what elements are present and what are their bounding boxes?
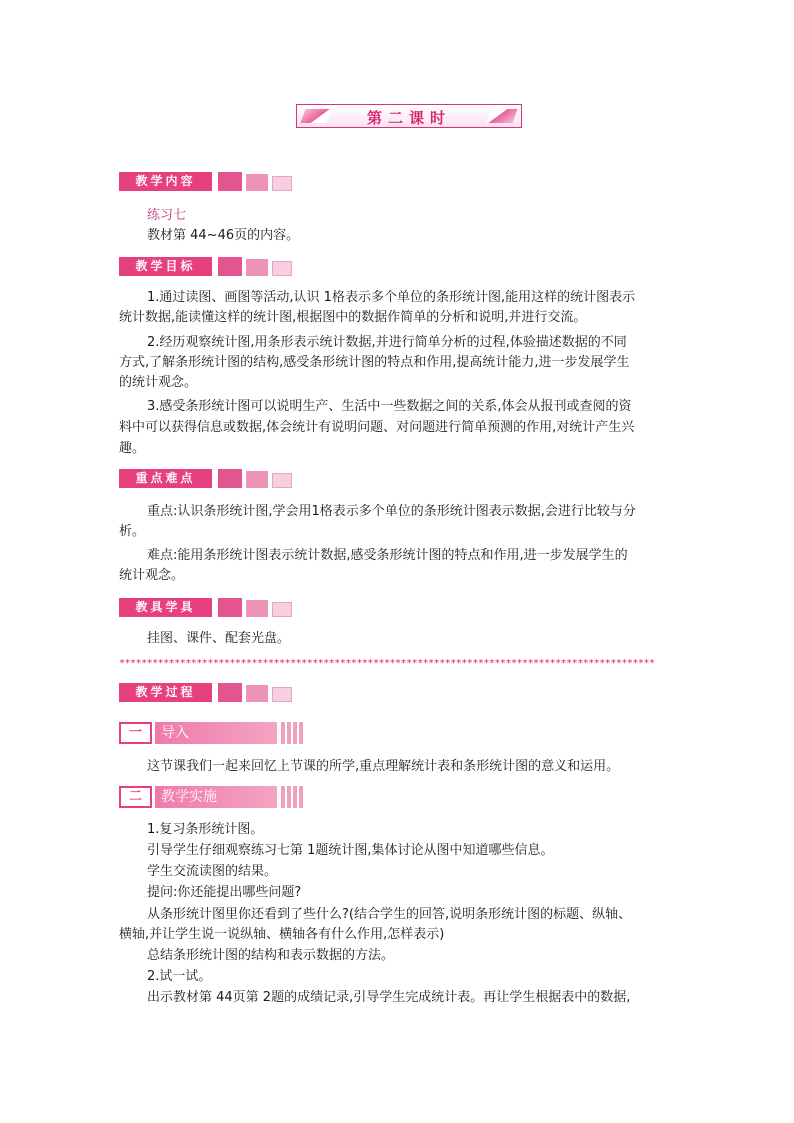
header-block-3 [272, 473, 292, 488]
header-block-3 [272, 261, 292, 276]
header-block-2 [246, 685, 268, 702]
header-block-2 [246, 174, 268, 191]
textbook-pages: 教材第 44~46页的内容。 [147, 228, 300, 243]
header-block-2 [246, 471, 268, 488]
header-block-1 [218, 172, 242, 191]
stripe [281, 722, 285, 744]
impl-line-5: 从条形统计图里你还看到了些什么?(结合学生的回答,说明条形统计图的标题、纵轴、 [147, 907, 632, 922]
header-block-2 [246, 259, 268, 276]
impl-line-7: 总结条形统计图的结构和表示数据的方法。 [147, 948, 395, 963]
stripe [287, 722, 291, 744]
section-label: 教学目标 [119, 257, 212, 276]
exercise-name: 练习七 [147, 208, 187, 223]
header-block-3 [272, 687, 292, 702]
step-label: 导入 [155, 722, 277, 744]
section-label: 教学内容 [119, 172, 212, 191]
stripe [293, 722, 297, 744]
key-point-line-2: 析。 [119, 524, 146, 539]
section-label: 教具学具 [119, 598, 212, 617]
goal-2-line-2: 方式,了解条形统计图的结构,感受条形统计图的特点和作用,提高统计能力,进一步发展学生 [119, 355, 630, 370]
lesson-title: 第二课时 [366, 109, 451, 127]
intro-text: 这节课我们一起来回忆上节课的所学,重点理解统计表和条形统计图的意义和运用。 [147, 759, 620, 774]
impl-line-9: 出示教材第 44页第 2题的成绩记录,引导学生完成统计表。再让学生根据表中的数据, [147, 990, 631, 1005]
header-block-1 [218, 683, 242, 702]
impl-line-3: 学生交流读图的结果。 [147, 864, 278, 879]
tools-text: 挂图、课件、配套光盘。 [147, 631, 291, 646]
lesson-title-banner [296, 104, 522, 128]
stripe [293, 786, 297, 808]
stripe [281, 786, 285, 808]
impl-line-2: 引导学生仔细观察练习七第 1题统计图,集体讨论从图中知道哪些信息。 [147, 843, 554, 858]
key-point-line-1: 重点:认识条形统计图,学会用1格表示多个单位的条形统计图表示数据,会进行比较与分 [147, 504, 636, 519]
impl-line-6: 横轴,并让学生说一说纵轴、横轴各有什么作用,怎样表示) [119, 927, 445, 942]
goal-3-line-2: 料中可以获得信息或数据,体会统计有说明问题、对问题进行简单预测的作用,对统计产生兴 [119, 420, 635, 435]
goal-3-line-3: 趣。 [119, 441, 146, 456]
section-label: 教学过程 [119, 683, 212, 702]
header-block-3 [272, 176, 292, 191]
stripe [299, 722, 303, 744]
difficulty-line-2: 统计观念。 [119, 568, 185, 583]
stripe [287, 786, 291, 808]
impl-line-8: 2.试一试。 [147, 969, 212, 984]
header-block-2 [246, 600, 268, 617]
star-divider: ************************************************************************************************* [119, 658, 655, 669]
header-block-3 [272, 602, 292, 617]
step-label: 教学实施 [155, 786, 277, 808]
goal-1-line-1: 1.通过读图、画图等活动,认识 1格表示多个单位的条形统计图,能用这样的统计图表示 [147, 290, 636, 305]
header-block-1 [218, 598, 242, 617]
goal-1-line-2: 统计数据,能读懂这样的统计图,根据图中的数据作简单的分析和说明,并进行交流。 [119, 310, 587, 325]
goal-2-line-3: 的统计观念。 [119, 375, 198, 390]
section-label: 重点难点 [119, 469, 212, 488]
header-block-1 [218, 469, 242, 488]
stripe [299, 786, 303, 808]
impl-line-1: 1.复习条形统计图。 [147, 822, 264, 837]
step-number: 二 [119, 786, 152, 808]
header-block-1 [218, 257, 242, 276]
goal-2-line-1: 2.经历观察统计图,用条形表示统计数据,并进行简单分析的过程,体验描述数据的不同 [147, 335, 627, 350]
goal-3-line-1: 3.感受条形统计图可以说明生产、生活中一些数据之间的关系,体会从报刊或查阅的资 [147, 399, 632, 414]
difficulty-line-1: 难点:能用条形统计图表示统计数据,感受条形统计图的特点和作用,进一步发展学生的 [147, 548, 628, 563]
step-number: 一 [119, 722, 152, 744]
impl-line-4: 提问:你还能提出哪些问题? [147, 885, 302, 900]
